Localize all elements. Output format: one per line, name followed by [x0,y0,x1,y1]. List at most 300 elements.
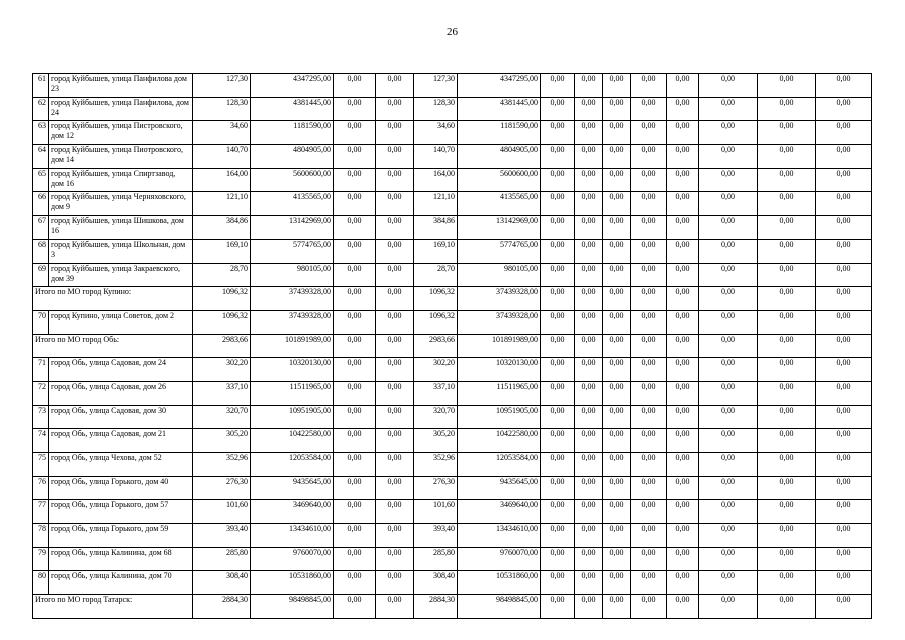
value-cell: 0,00 [603,358,631,382]
value-cell: 0,00 [334,571,376,595]
value-cell: 10531860,00 [251,571,334,595]
value-cell: 0,00 [816,145,872,169]
address-cell: город Куйбышев, улица Черняховского, дом 9 [49,192,193,216]
value-cell: 98498845,00 [251,595,334,619]
value-cell: 0,00 [758,263,816,287]
value-cell: 0,00 [667,239,699,263]
value-cell: 0,00 [334,192,376,216]
row-number: 71 [33,358,49,382]
value-cell: 0,00 [758,168,816,192]
value-cell: 0,00 [631,429,667,453]
value-cell: 0,00 [667,192,699,216]
value-cell: 0,00 [334,121,376,145]
value-cell: 0,00 [334,239,376,263]
value-cell: 0,00 [699,358,758,382]
table-row [33,547,872,571]
address-cell: город Обь, улица Горького, дом 57 [49,500,193,524]
value-cell: 101,60 [414,500,458,524]
value-cell: 0,00 [575,381,603,405]
table-row [33,405,872,429]
value-cell: 0,00 [699,429,758,453]
value-cell: 0,00 [758,571,816,595]
value-cell: 0,00 [575,595,603,619]
value-cell: 0,00 [631,334,667,358]
value-cell: 0,00 [541,287,575,311]
value-cell: 0,00 [667,453,699,477]
value-cell: 0,00 [575,97,603,121]
address-cell: город Обь, улица Горького, дом 40 [49,476,193,500]
value-cell: 1181590,00 [251,121,334,145]
value-cell: 0,00 [575,476,603,500]
value-cell: 0,00 [758,500,816,524]
value-cell: 0,00 [631,74,667,98]
value-cell: 0,00 [376,405,414,429]
table-row [33,476,872,500]
value-cell: 0,00 [816,405,872,429]
value-cell: 101891989,00 [458,334,541,358]
value-cell: 0,00 [575,121,603,145]
value-cell: 0,00 [575,429,603,453]
value-cell: 0,00 [816,429,872,453]
value-cell: 0,00 [541,239,575,263]
value-cell: 1096,32 [193,310,251,334]
value-cell: 0,00 [603,216,631,240]
value-cell: 0,00 [376,145,414,169]
table-row [33,358,872,382]
value-cell: 37439328,00 [458,287,541,311]
value-cell: 0,00 [575,453,603,477]
row-number: 77 [33,500,49,524]
value-cell: 0,00 [603,476,631,500]
address-cell: город Обь, улица Калинина, дом 70 [49,571,193,595]
value-cell: 0,00 [667,429,699,453]
value-cell: 0,00 [603,429,631,453]
value-cell: 0,00 [334,524,376,548]
row-number: 74 [33,429,49,453]
value-cell: 0,00 [575,500,603,524]
value-cell: 0,00 [376,334,414,358]
value-cell: 0,00 [541,145,575,169]
value-cell: 0,00 [334,595,376,619]
value-cell: 10320130,00 [458,358,541,382]
value-cell: 121,10 [193,192,251,216]
row-number: 63 [33,121,49,145]
row-number: 70 [33,310,49,334]
value-cell: 5774765,00 [458,239,541,263]
value-cell: 0,00 [376,500,414,524]
value-cell: 37439328,00 [251,310,334,334]
table-row [33,239,872,263]
value-cell: 0,00 [816,310,872,334]
value-cell: 0,00 [376,121,414,145]
value-cell: 9435645,00 [251,476,334,500]
table-row [33,168,872,192]
value-cell: 0,00 [631,571,667,595]
value-cell: 384,86 [193,216,251,240]
value-cell: 0,00 [816,287,872,311]
value-cell: 4804905,00 [458,145,541,169]
value-cell: 0,00 [603,381,631,405]
value-cell: 0,00 [603,547,631,571]
value-cell: 10951905,00 [251,405,334,429]
value-cell: 0,00 [603,192,631,216]
value-cell: 0,00 [816,121,872,145]
value-cell: 0,00 [631,453,667,477]
value-cell: 0,00 [667,381,699,405]
value-cell: 0,00 [667,97,699,121]
total-label: Итого по МО город Татарск: [33,595,193,619]
value-cell: 0,00 [631,287,667,311]
value-cell: 98498845,00 [458,595,541,619]
value-cell: 128,30 [414,97,458,121]
value-cell: 320,70 [193,405,251,429]
value-cell: 320,70 [414,405,458,429]
value-cell: 0,00 [603,334,631,358]
value-cell: 3469640,00 [251,500,334,524]
value-cell: 101891989,00 [251,334,334,358]
value-cell: 0,00 [631,168,667,192]
total-label: Итого по МО город Обь: [33,334,193,358]
value-cell: 0,00 [758,334,816,358]
value-cell: 0,00 [575,239,603,263]
value-cell: 0,00 [334,358,376,382]
value-cell: 0,00 [575,263,603,287]
row-number: 76 [33,476,49,500]
table-row [33,145,872,169]
value-cell: 9435645,00 [458,476,541,500]
table-body [33,74,872,619]
value-cell: 12053584,00 [251,453,334,477]
value-cell: 0,00 [699,595,758,619]
table-row [33,97,872,121]
address-cell: город Куйбышев, улица Школьная, дом 3 [49,239,193,263]
value-cell: 308,40 [414,571,458,595]
value-cell: 0,00 [603,287,631,311]
value-cell: 37439328,00 [251,287,334,311]
value-cell: 1096,32 [414,287,458,311]
value-cell: 0,00 [758,216,816,240]
value-cell: 0,00 [699,453,758,477]
value-cell: 0,00 [816,358,872,382]
value-cell: 0,00 [376,476,414,500]
value-cell: 0,00 [816,500,872,524]
value-cell: 0,00 [667,263,699,287]
value-cell: 164,00 [193,168,251,192]
value-cell: 4381445,00 [251,97,334,121]
value-cell: 0,00 [631,121,667,145]
value-cell: 169,10 [414,239,458,263]
value-cell: 121,10 [414,192,458,216]
value-cell: 0,00 [603,97,631,121]
value-cell: 0,00 [334,168,376,192]
value-cell: 0,00 [758,358,816,382]
value-cell: 0,00 [541,500,575,524]
total-label: Итого по МО город Купино: [33,287,193,311]
value-cell: 0,00 [376,595,414,619]
value-cell: 0,00 [603,405,631,429]
value-cell: 0,00 [758,476,816,500]
value-cell: 0,00 [699,168,758,192]
value-cell: 0,00 [758,381,816,405]
page-number: 26 [447,26,458,38]
value-cell: 384,86 [414,216,458,240]
address-cell: город Купино, улица Советов, дом 2 [49,310,193,334]
value-cell: 980105,00 [458,263,541,287]
value-cell: 13434610,00 [251,524,334,548]
row-number: 73 [33,405,49,429]
value-cell: 0,00 [816,453,872,477]
value-cell: 0,00 [334,145,376,169]
value-cell: 352,96 [414,453,458,477]
value-cell: 0,00 [541,334,575,358]
value-cell: 0,00 [541,97,575,121]
value-cell: 0,00 [699,381,758,405]
value-cell: 0,00 [541,381,575,405]
value-cell: 0,00 [667,595,699,619]
value-cell: 0,00 [699,263,758,287]
value-cell: 10531860,00 [458,571,541,595]
value-cell: 0,00 [758,405,816,429]
value-cell: 0,00 [667,310,699,334]
address-cell: город Обь, улица Садовая, дом 24 [49,358,193,382]
table-row [33,429,872,453]
value-cell: 0,00 [816,595,872,619]
table-row [33,192,872,216]
value-cell: 0,00 [699,310,758,334]
value-cell: 0,00 [758,74,816,98]
value-cell: 0,00 [376,381,414,405]
row-number: 80 [33,571,49,595]
value-cell: 0,00 [758,310,816,334]
value-cell: 34,60 [414,121,458,145]
value-cell: 0,00 [334,310,376,334]
value-cell: 0,00 [631,97,667,121]
value-cell: 10951905,00 [458,405,541,429]
value-cell: 0,00 [631,595,667,619]
value-cell: 0,00 [575,192,603,216]
address-cell: город Обь, улица Садовая, дом 30 [49,405,193,429]
value-cell: 9760070,00 [458,547,541,571]
value-cell: 0,00 [816,263,872,287]
value-cell: 0,00 [758,547,816,571]
value-cell: 393,40 [414,524,458,548]
value-cell: 11511965,00 [458,381,541,405]
value-cell: 140,70 [414,145,458,169]
value-cell: 393,40 [193,524,251,548]
value-cell: 0,00 [758,524,816,548]
value-cell: 0,00 [603,571,631,595]
value-cell: 0,00 [603,168,631,192]
value-cell: 0,00 [376,74,414,98]
value-cell: 0,00 [667,524,699,548]
value-cell: 128,30 [193,97,251,121]
value-cell: 3469640,00 [458,500,541,524]
value-cell: 0,00 [758,121,816,145]
value-cell: 0,00 [575,145,603,169]
value-cell: 0,00 [575,571,603,595]
address-cell: город Обь, улица Чехова, дом 52 [49,453,193,477]
value-cell: 0,00 [603,524,631,548]
value-cell: 1096,32 [414,310,458,334]
value-cell: 0,00 [334,476,376,500]
value-cell: 0,00 [816,216,872,240]
value-cell: 0,00 [376,524,414,548]
value-cell: 2983,66 [414,334,458,358]
value-cell: 302,20 [193,358,251,382]
value-cell: 0,00 [667,547,699,571]
value-cell: 0,00 [541,192,575,216]
value-cell: 0,00 [699,121,758,145]
value-cell: 28,70 [193,263,251,287]
address-cell: город Куйбышев, улица Шишкова, дом 16 [49,216,193,240]
value-cell: 10422580,00 [458,429,541,453]
value-cell: 13142969,00 [458,216,541,240]
value-cell: 0,00 [541,595,575,619]
value-cell: 308,40 [193,571,251,595]
value-cell: 0,00 [541,74,575,98]
value-cell: 0,00 [631,192,667,216]
value-cell: 127,30 [414,74,458,98]
value-cell: 0,00 [575,310,603,334]
value-cell: 0,00 [541,547,575,571]
address-cell: город Куйбышев, улица Пистровского, дом 12 [49,121,193,145]
value-cell: 0,00 [334,334,376,358]
row-number: 66 [33,192,49,216]
value-cell: 169,10 [193,239,251,263]
value-cell: 0,00 [376,453,414,477]
value-cell: 0,00 [699,476,758,500]
table-row [33,263,872,287]
value-cell: 0,00 [376,358,414,382]
value-cell: 4135565,00 [251,192,334,216]
value-cell: 0,00 [603,453,631,477]
value-cell: 0,00 [631,524,667,548]
value-cell: 10320130,00 [251,358,334,382]
address-cell: город Куйбышев, улица Панфилова дом 23 [49,74,193,98]
value-cell: 0,00 [603,121,631,145]
value-cell: 0,00 [575,287,603,311]
value-cell: 0,00 [575,524,603,548]
value-cell: 0,00 [699,524,758,548]
value-cell: 0,00 [334,381,376,405]
value-cell: 4381445,00 [458,97,541,121]
table-row [33,524,872,548]
value-cell: 0,00 [699,571,758,595]
row-number: 64 [33,145,49,169]
value-cell: 0,00 [541,121,575,145]
value-cell: 0,00 [667,216,699,240]
value-cell: 0,00 [603,500,631,524]
value-cell: 0,00 [334,453,376,477]
value-cell: 980105,00 [251,263,334,287]
row-number: 62 [33,97,49,121]
value-cell: 0,00 [631,476,667,500]
value-cell: 4347295,00 [251,74,334,98]
value-cell: 0,00 [816,192,872,216]
value-cell: 0,00 [575,358,603,382]
value-cell: 0,00 [631,358,667,382]
value-cell: 0,00 [334,547,376,571]
value-cell: 0,00 [541,263,575,287]
row-number: 69 [33,263,49,287]
value-cell: 0,00 [376,310,414,334]
value-cell: 0,00 [699,334,758,358]
value-cell: 0,00 [541,168,575,192]
value-cell: 0,00 [334,287,376,311]
value-cell: 0,00 [667,334,699,358]
value-cell: 101,60 [193,500,251,524]
value-cell: 11511965,00 [251,381,334,405]
value-cell: 0,00 [541,524,575,548]
value-cell: 0,00 [575,547,603,571]
value-cell: 0,00 [699,239,758,263]
value-cell: 0,00 [667,145,699,169]
value-cell: 0,00 [816,239,872,263]
row-number: 65 [33,168,49,192]
value-cell: 127,30 [193,74,251,98]
value-cell: 0,00 [816,524,872,548]
value-cell: 0,00 [631,310,667,334]
value-cell: 0,00 [758,287,816,311]
value-cell: 140,70 [193,145,251,169]
value-cell: 0,00 [816,476,872,500]
value-cell: 0,00 [376,97,414,121]
value-cell: 0,00 [699,192,758,216]
value-cell: 0,00 [758,192,816,216]
value-cell: 0,00 [575,168,603,192]
row-number: 67 [33,216,49,240]
value-cell: 0,00 [541,405,575,429]
value-cell: 0,00 [699,405,758,429]
value-cell: 4135565,00 [458,192,541,216]
value-cell: 13142969,00 [251,216,334,240]
value-cell: 0,00 [541,453,575,477]
value-cell: 2884,30 [414,595,458,619]
value-cell: 0,00 [541,429,575,453]
value-cell: 0,00 [334,405,376,429]
value-cell: 0,00 [699,547,758,571]
value-cell: 0,00 [575,216,603,240]
value-cell: 0,00 [541,358,575,382]
row-number: 61 [33,74,49,98]
value-cell: 0,00 [541,571,575,595]
value-cell: 276,30 [193,476,251,500]
value-cell: 12053584,00 [458,453,541,477]
value-cell: 305,20 [193,429,251,453]
value-cell: 0,00 [603,74,631,98]
value-cell: 0,00 [816,334,872,358]
address-cell: город Обь, улица Садовая, дом 21 [49,429,193,453]
value-cell: 0,00 [631,216,667,240]
value-cell: 13434610,00 [458,524,541,548]
value-cell: 0,00 [376,263,414,287]
table-row [33,216,872,240]
table-row [33,121,872,145]
value-cell: 0,00 [667,168,699,192]
value-cell: 0,00 [667,287,699,311]
value-cell: 0,00 [699,74,758,98]
value-cell: 0,00 [816,381,872,405]
value-cell: 0,00 [334,500,376,524]
row-number: 68 [33,239,49,263]
value-cell: 37439328,00 [458,310,541,334]
value-cell: 0,00 [631,405,667,429]
value-cell: 0,00 [699,500,758,524]
total-row [33,287,872,311]
value-cell: 0,00 [667,476,699,500]
value-cell: 0,00 [631,547,667,571]
value-cell: 4347295,00 [458,74,541,98]
